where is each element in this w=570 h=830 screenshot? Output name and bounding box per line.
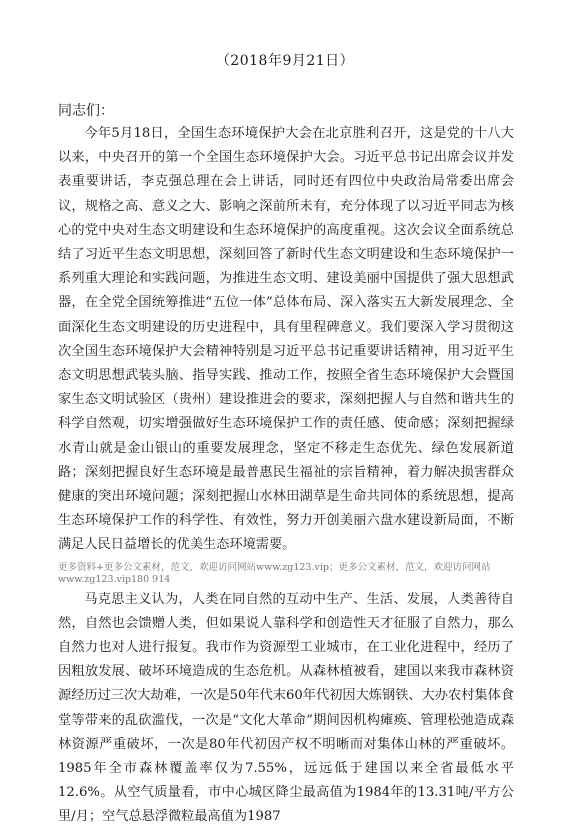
- ad-line-2: www.zg123.vip180 914: [58, 573, 171, 585]
- ad-line-1: 更多资料+更多公文素材，范文，欢迎访问网站www.zg123.vip；更多公文素材，范文，欢迎访问网站: [58, 561, 491, 573]
- salutation: 同志们：: [58, 103, 114, 119]
- ad-footer: [58, 562, 514, 586]
- paragraph-1: 今年5月18日，全国生态环境保护大会在北京胜利召开，这是党的十八大以来，中央召开的第一个全国生态环境保护大会。习近平总书记出席会议并发表重要讲话，李克强总理在会上讲话，同时还有四位中央政治局常委出席会议，规格之高、意义之大、影响之深前所未有，充分体现了以习近平同志为核心的党中央对生态文明建设和生态环境保护的高度重视。这次会议全面系统总结了习近平生态文明思想，深刻回答了新时代生态文明建设和生态环境保护一系列重大理论和实践问题，为推进生态文明、建设美丽中国提供了强大思想武器，在全党全国统筹推进“五位一体”总体布局、深入落实五大新发展理念、全面深化生态文明建设的历史进程中，具有里程碑意义。我们要深入学习贯彻这次全国生态环境保护大会精神特别是习近平总书记重要讲话精神，用习近平生态文明思想武装头脑、指导实践、推动工作，按照全省生态环境保护大会暨国家生态文明试验区（贵州）建设推进会的要求，深刻把握人与自然和谐共生的科学自然观，切实增强做好生态环境保护工作的责任感、使命感；深刻把握绿水青山就是金山银山的重要发展理念，坚定不移走生态优先、绿色发展新道路；深刻把握良好生态环境是最普惠民生福祉的宗旨精神，着力解决损害群众健康的突出环境问题；深刻把握山水林田湖草是生命共同体的系统思想，提高生态环境保护工作的科学性、有效性，努力开创美丽六盘水建设新局面，不断满足人民日益增长的优美生态环境需要。: [58, 126, 514, 553]
- paragraph-2: 马克思主义认为，人类在同自然的互动中生产、生活、发展，人类善待自然，自然也会馈赠人类，但如果说人靠科学和创造性天才征服了自然力，那么自然力也对人进行报复。我市作为资源型工业城市，在工业化进程中，经历了因粗放发展、破坏环境造成的生态危机。从森林植被看，建国以来我市森林资源经历过三次大劫难，一次是50年代末60年代初因大炼钢铁、大办农村集体食堂等带来的乱砍滥伐，一次是“文化大革命”期间因机构瘫痪、管理松弛造成森林资源严重破坏，一次是80年代初因产权不明晰而对集体山林的严重破坏。1985年全市森林覆盖率仅为7.55%，远远低于建国以来全省最低水平12.6%。从空气质量看，市中心城区降尘最高值为1984年的13.31吨/平方公里/月；空气总悬浮微粒最高值为1987: [58, 591, 514, 825]
- document-body: [58, 122, 514, 830]
- date-line: （2018年9月21日）: [215, 53, 355, 69]
